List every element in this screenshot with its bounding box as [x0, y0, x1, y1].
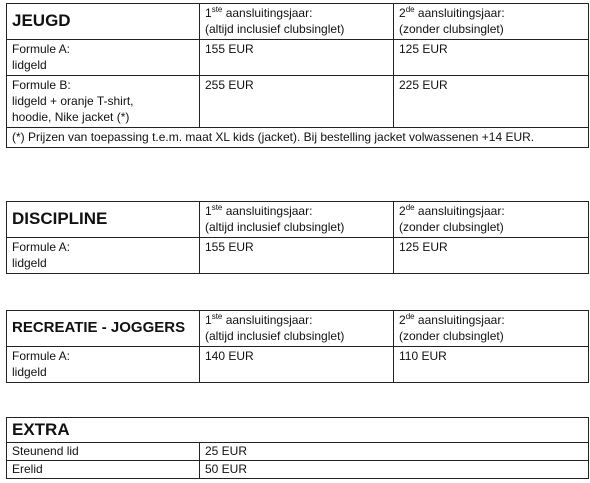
first-year-header: 1ste aansluitingsjaar: (altijd inclusief clubsinglet): [200, 4, 394, 40]
table-row: [7, 443, 589, 461]
jeugd-table: [6, 3, 589, 148]
second-year-header: 2de aansluitingsjaar: (zonder clubsinglet): [394, 311, 589, 347]
recreatie-table: [6, 310, 589, 383]
first-year-price: 155 EUR: [200, 238, 394, 274]
table-row: [7, 238, 589, 274]
second-year-price: 125 EUR: [394, 238, 589, 274]
extra-header-row: [7, 418, 589, 443]
second-year-price: 110 EUR: [394, 347, 589, 383]
first-year-price: 140 EUR: [200, 347, 394, 383]
second-year-price: 225 EUR: [394, 76, 589, 128]
row-label: Formule B: lidgeld + oranje T-shirt, hoodie, Nike jacket (*): [7, 76, 200, 128]
recreatie-header-row: [7, 311, 589, 347]
jeugd-header-row: [7, 4, 589, 40]
jeugd-title: JEUGD: [7, 4, 200, 40]
second-year-header: 2de aansluitingsjaar: (zonder clubsinglet): [394, 202, 589, 238]
table-row: [7, 76, 589, 128]
footnote-row: [7, 128, 589, 148]
recreatie-title: RECREATIE - JOGGERS: [7, 311, 200, 347]
row-label: Formule A: lidgeld: [7, 40, 200, 76]
table-row: [7, 461, 589, 479]
extra-table: [6, 417, 589, 479]
row-label: Erelid: [7, 461, 200, 479]
discipline-table: [6, 201, 589, 274]
price-value: 50 EUR: [200, 461, 589, 479]
first-year-price: 255 EUR: [200, 76, 394, 128]
first-year-header: 1ste aansluitingsjaar: (altijd inclusief clubsinglet): [200, 202, 394, 238]
row-label: Formule A: lidgeld: [7, 238, 200, 274]
row-label: Formule A: lidgeld: [7, 347, 200, 383]
first-year-price: 155 EUR: [200, 40, 394, 76]
price-value: 25 EUR: [200, 443, 589, 461]
second-year-price: 125 EUR: [394, 40, 589, 76]
first-year-header: 1ste aansluitingsjaar: (altijd inclusief clubsinglet): [200, 311, 394, 347]
table-row: [7, 40, 589, 76]
footnote: (*) Prijzen van toepassing t.e.m. maat XL kids (jacket). Bij bestelling jacket volwassenen +14 EUR.: [7, 128, 589, 148]
table-row: [7, 347, 589, 383]
second-year-header: 2de aansluitingsjaar: (zonder clubsinglet): [394, 4, 589, 40]
discipline-title: DISCIPLINE: [7, 202, 200, 238]
discipline-header-row: [7, 202, 589, 238]
extra-title: EXTRA: [7, 418, 589, 443]
row-label: Steunend lid: [7, 443, 200, 461]
